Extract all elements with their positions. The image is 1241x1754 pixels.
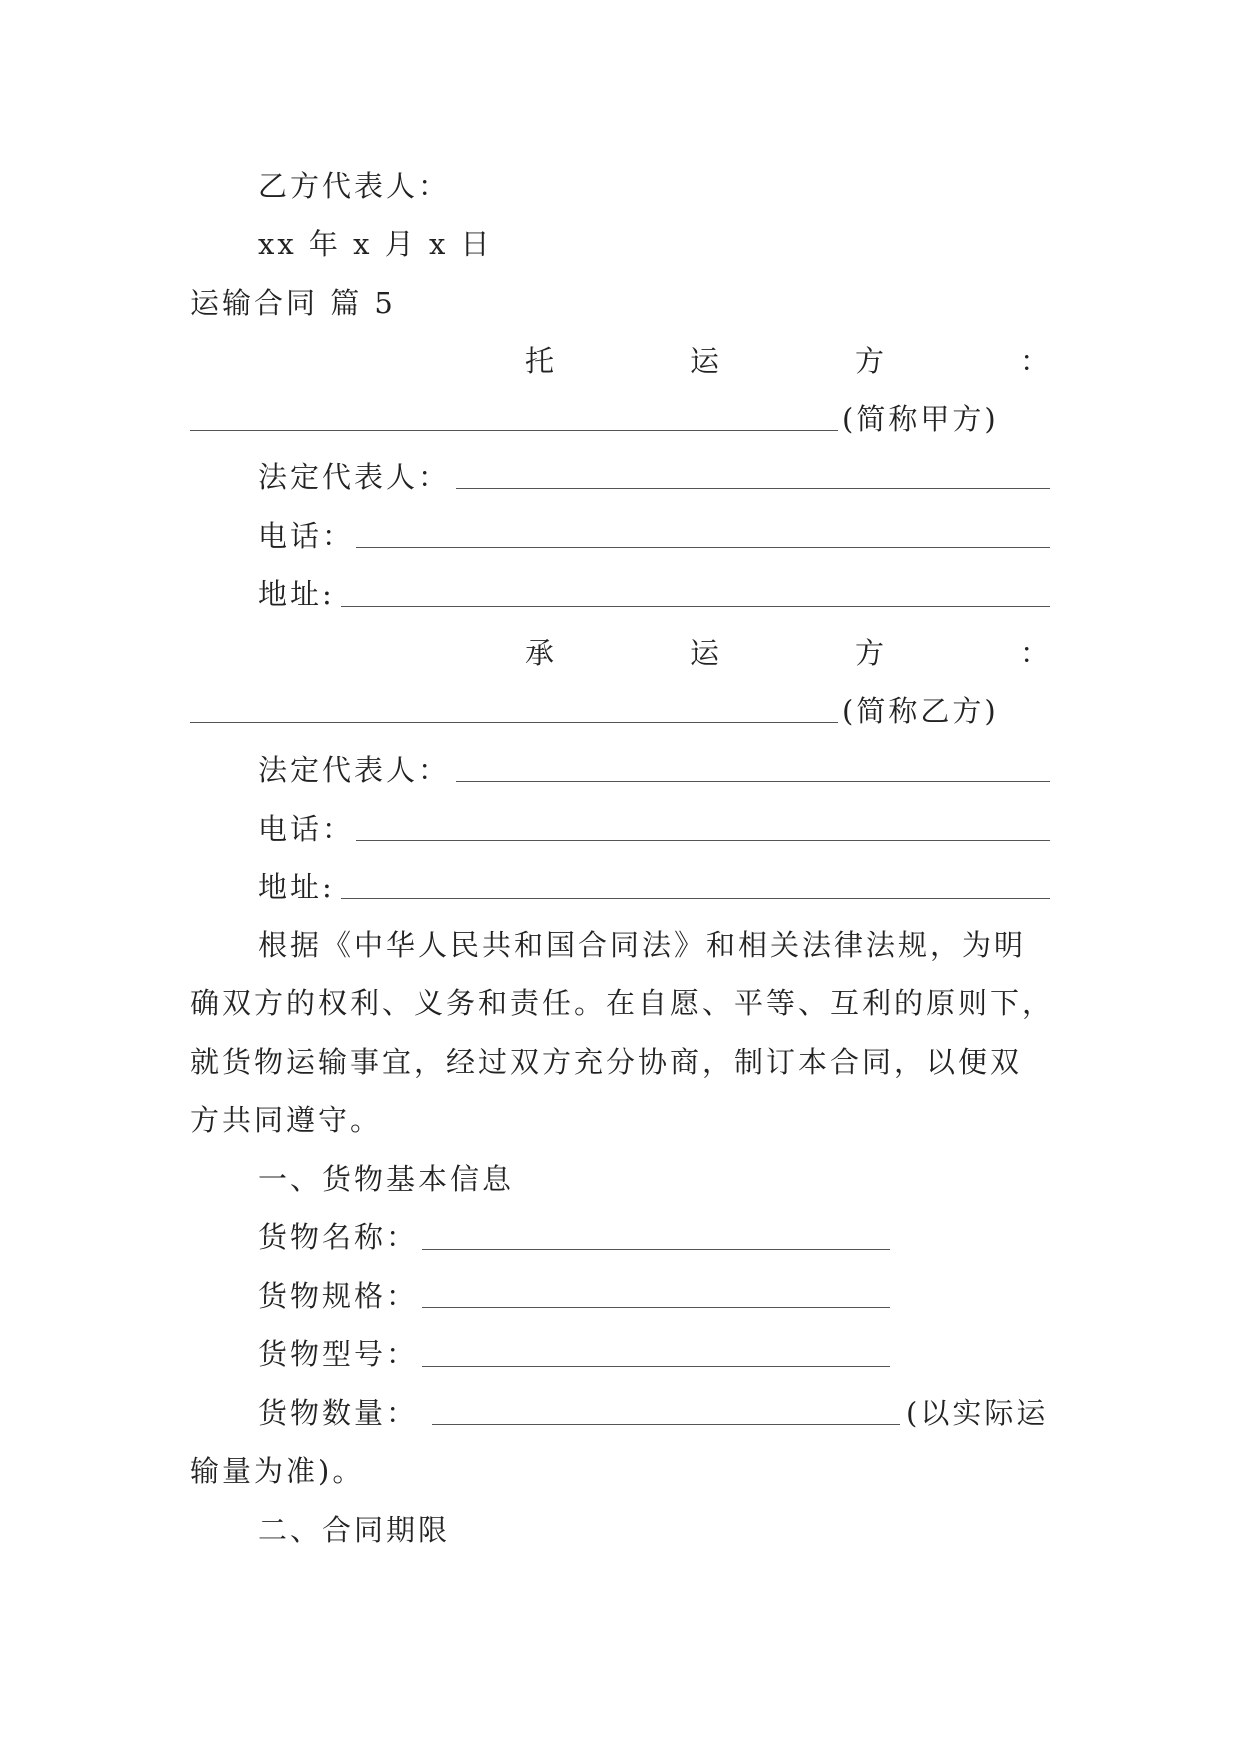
shipper-char-2: 运: [690, 344, 720, 378]
intro-line-4: 方共同遵守。: [190, 1103, 383, 1137]
shipper-legal-rep-label: 法定代表人：: [258, 460, 451, 494]
carrier-char-2: 运: [690, 636, 720, 670]
goods-model-label: 货物型号：: [258, 1337, 419, 1371]
goods-qty-note-2: 输量为准)。: [190, 1454, 365, 1488]
carrier-char-3: 方: [855, 636, 885, 670]
party-b-representative-label: 乙方代表人：: [258, 169, 451, 203]
shipper-address-label: 地址:: [258, 577, 335, 611]
intro-line-1: 根据《中华人民共和国合同法》和相关法律法规，为明: [258, 928, 1027, 962]
carrier-phone-label: 电话：: [258, 812, 355, 846]
carrier-abbreviation: (简称乙方): [842, 694, 999, 728]
signing-date: xx 年 x 月 x 日: [258, 227, 493, 261]
shipper-phone-blank: [356, 547, 1050, 548]
intro-line-2: 确双方的权利、义务和责任。在自愿、平等、互利的原则下，: [190, 986, 1055, 1020]
carrier-phone-blank: [356, 840, 1050, 841]
shipper-char-1: 托: [525, 344, 555, 378]
goods-qty-label: 货物数量：: [258, 1396, 419, 1430]
goods-spec-blank: [422, 1307, 890, 1308]
goods-spec-label: 货物规格：: [258, 1279, 419, 1313]
section-title: 运输合同 篇 5: [190, 286, 396, 320]
carrier-address-label: 地址:: [258, 870, 335, 904]
intro-line-3: 就货物运输事宜，经过双方充分协商，制订本合同，以便双: [190, 1045, 1023, 1079]
shipper-name-blank: [190, 430, 838, 431]
term-heading: 二、合同期限: [258, 1513, 451, 1547]
carrier-address-blank: [341, 898, 1050, 899]
shipper-legal-rep-blank: [456, 488, 1050, 489]
goods-model-blank: [422, 1366, 890, 1367]
shipper-address-blank: [341, 606, 1050, 607]
goods-qty-blank: [432, 1424, 900, 1425]
goods-heading: 一、货物基本信息: [258, 1162, 515, 1196]
carrier-legal-rep-label: 法定代表人：: [258, 753, 451, 787]
goods-name-label: 货物名称：: [258, 1220, 419, 1254]
shipper-char-3: 方: [855, 344, 885, 378]
carrier-colon: ：: [1020, 636, 1050, 670]
shipper-colon: ：: [1020, 344, 1050, 378]
goods-name-blank: [422, 1249, 890, 1250]
shipper-phone-label: 电话：: [258, 519, 355, 553]
carrier-char-1: 承: [525, 636, 555, 670]
carrier-legal-rep-blank: [456, 781, 1050, 782]
shipper-abbreviation: (简称甲方): [842, 402, 999, 436]
carrier-name-blank: [190, 722, 838, 723]
goods-qty-note-1: (以实际运: [906, 1396, 1049, 1430]
